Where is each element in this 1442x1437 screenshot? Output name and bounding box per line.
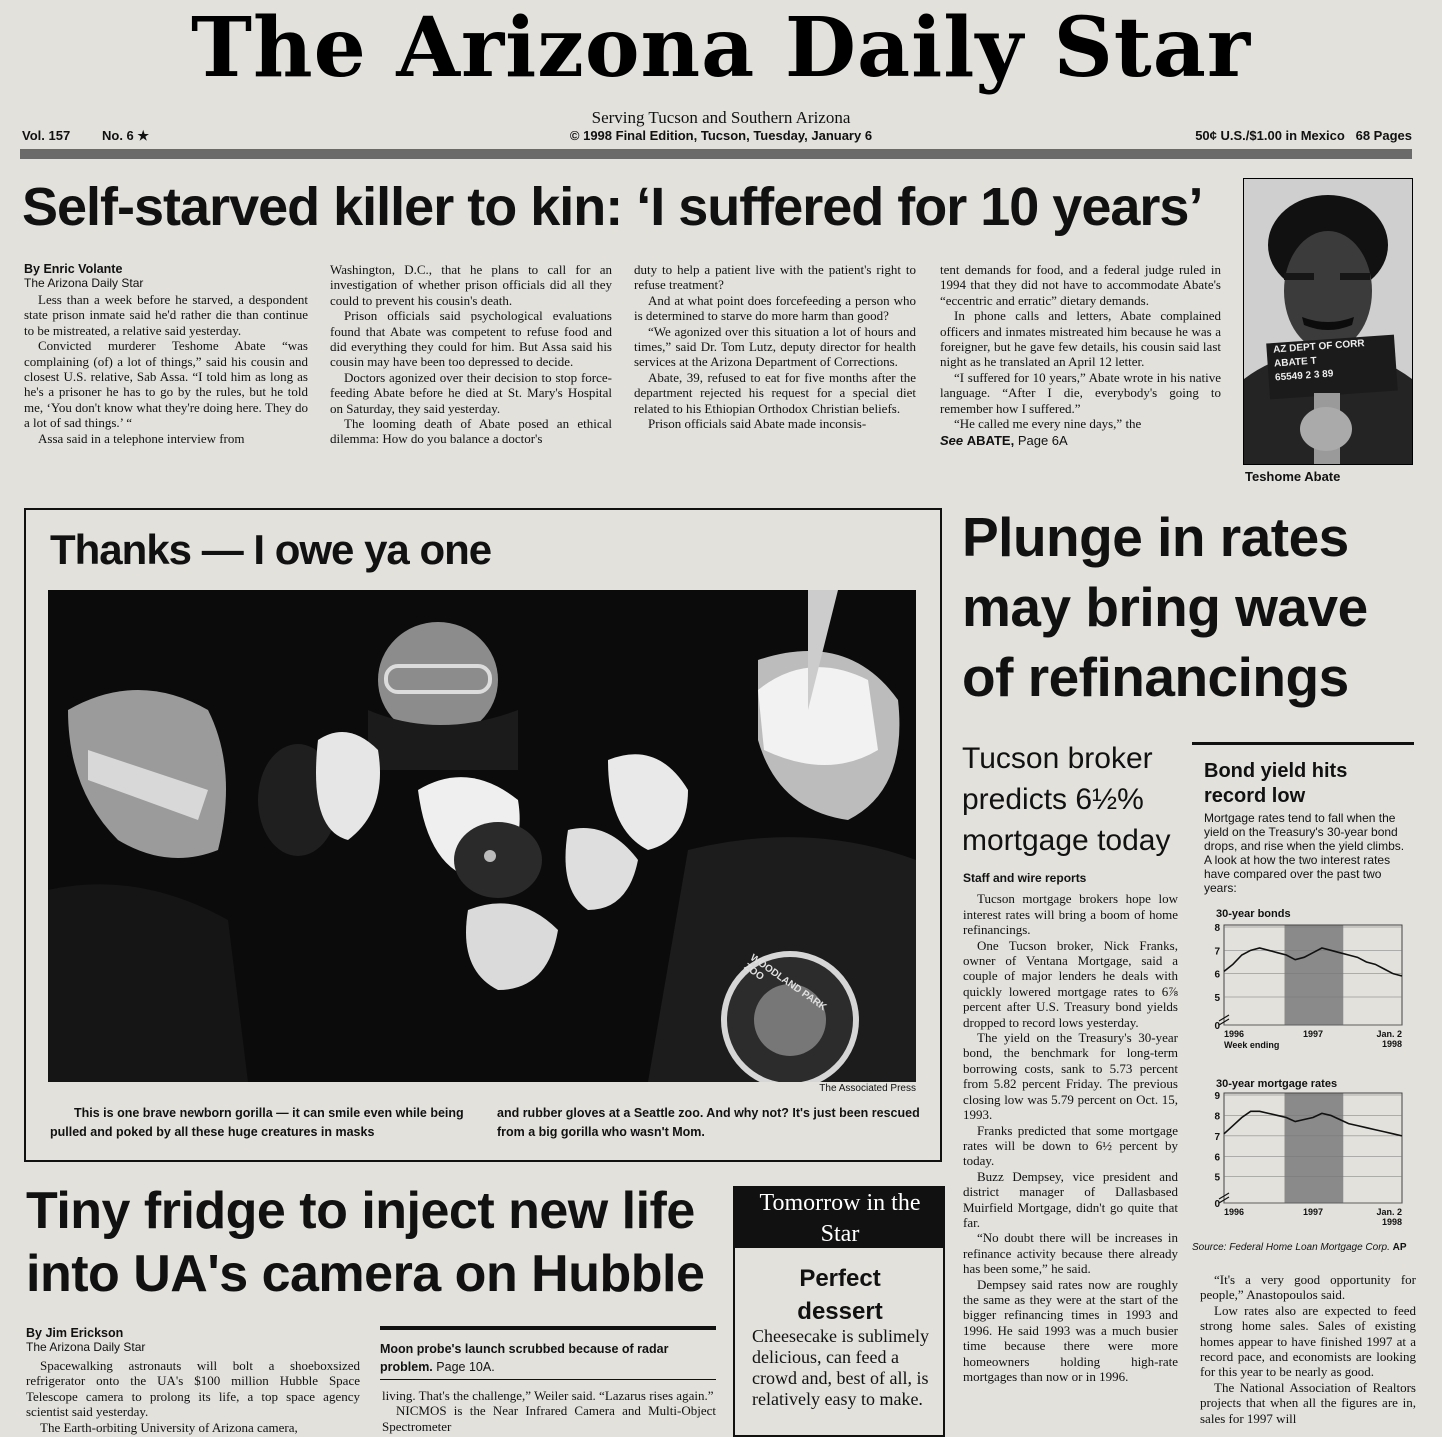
placard-line: AZ DEPT OF CORR bbox=[1272, 338, 1365, 356]
rates-paragraph: Dempsey said rates now are roughly the same as they were at the start of the bigger refinancing times in 1993 and 1996. He said 1993 was a much busier time because there were more homeowners holding high-rate mortgages than now or in 1996. bbox=[963, 1276, 1178, 1384]
lead-paragraph: tent demands for food, and a federal judge ruled in 1994 that they did not have to accommodate Abate's “eccentric and erratic” dietary demands. bbox=[940, 262, 1221, 308]
hubble-column-1 bbox=[26, 1326, 360, 1435]
chart-y-tick-label: 7 bbox=[1214, 946, 1220, 958]
chart-x-label: Week ending bbox=[1224, 1040, 1280, 1050]
chart-description: Mortgage rates tend to fall when the yield on the Treasury's 30-year bond drops, and rise when the yield climbs. A look at how the two interest rates have compared over the past two years: bbox=[1204, 811, 1405, 895]
masthead-price: 50¢ U.S./$1.00 in Mexico 68 Pages bbox=[1195, 128, 1412, 143]
jump-see: See bbox=[940, 433, 964, 449]
hubble-byline-org: The Arizona Daily Star bbox=[26, 1340, 146, 1354]
lead-paragraph: Doctors agonized over their decision to stop force-feeding Abate before he died at St. Mary's Hospital on Saturday, they said yesterday. bbox=[330, 369, 612, 416]
jump-page: Page 6A bbox=[1017, 433, 1068, 449]
zoo-patch-text: WOODLAND PARK ZOO bbox=[741, 952, 829, 1014]
chart-x-tick-label: 1997 bbox=[1302, 1029, 1324, 1039]
lead-paragraph: Washington, D.C., that he plans to call for an investigation of whether prison officials did all they could to prevent his cousin's death. bbox=[330, 262, 612, 308]
chart-x-tick-label: Jan. 2 1998 bbox=[1376, 1029, 1402, 1049]
tomorrow-header-text: Tomorrow in the Star bbox=[759, 1190, 921, 1247]
chart-title: Bond yield hits record low bbox=[1204, 760, 1348, 807]
rates-paragraph: Franks predicted that some mortgage rates will be down to 6½ percent by today. bbox=[963, 1122, 1178, 1169]
chart-y-tick-label: 8 bbox=[1214, 923, 1220, 934]
rates-paragraph: The yield on the Treasury's 30-year bond, the benchmark for long-term borrowing costs, sank to 5.73 percent from 5.82 percent Friday. The previous closing low was 5.79 percent on Oct. 15, 1993. bbox=[963, 1030, 1178, 1123]
chart-y-tick-label: 6 bbox=[1214, 969, 1220, 981]
lead-column-3 bbox=[634, 262, 916, 431]
masthead-tagline: Serving Tucson and Southern Arizona bbox=[591, 108, 851, 127]
chart-source: Source: Federal Home Loan Mortgage Corp. bbox=[1192, 1242, 1390, 1253]
hubble-paragraph: Spacewalking astronauts will bolt a shoeboxsized refrigerator onto the UA's $100 million Hubble Space Telescope camera to prolong its life, a top space agency scientist said yesterday. bbox=[26, 1358, 360, 1420]
lead-paragraph: “He called me every nine days,” the bbox=[954, 416, 1142, 432]
lead-paragraph: Less than a week before he starved, a despondent state prison inmate said he'd rather die than continue to be mistreated, a relative said yesterday. bbox=[24, 292, 308, 338]
lead-paragraph: “We agonized over this situation a lot of hours and times,” said Dr. Tom Lutz, deputy director for health services at the Arizona Department of Corrections. bbox=[634, 323, 916, 370]
chart-panel-title: 30-year bonds bbox=[1216, 908, 1291, 920]
tomorrow-header bbox=[735, 1186, 945, 1248]
mugshot-photo bbox=[1243, 178, 1413, 465]
rates-subhead: Tucson broker predicts 6½% mortgage today bbox=[962, 742, 1171, 857]
rates-column-right bbox=[1200, 1272, 1416, 1426]
chart-x-tick-label: 1997 bbox=[1302, 1207, 1324, 1217]
rates-paragraph: Low rates also are expected to feed strong home sales. Sales of existing homes appear to have finished 1997 at a record pace, and economists are looking for this year to be nearly as good. bbox=[1200, 1302, 1416, 1380]
lead-paragraph: Assa said in a telephone interview from bbox=[38, 430, 245, 446]
rates-paragraph: The National Association of Realtors projects that when all the figures are in, sales for 1997 will bbox=[1200, 1379, 1416, 1426]
masthead-edition: © 1998 Final Edition, Tucson, Tuesday, January 6 bbox=[569, 128, 873, 143]
hubble-byline: By Jim Erickson bbox=[26, 1326, 124, 1340]
masthead-rule bbox=[20, 149, 1412, 159]
rates-byline: Staff and wire reports bbox=[963, 871, 1087, 885]
chart-y-tick-label: 7 bbox=[1214, 1131, 1220, 1143]
lead-byline-org: The Arizona Daily Star bbox=[24, 276, 144, 290]
lead-paragraph: “I suffered for 10 years,” Abate wrote in his native language. “After I die, everybody's going to remember how I suffered.” bbox=[940, 369, 1221, 416]
chart-x-tick-label: Jan. 2 1998 bbox=[1376, 1207, 1402, 1227]
mugshot-caption: Teshome Abate bbox=[1245, 469, 1341, 484]
chart-panel-title: 30-year mortgage rates bbox=[1216, 1078, 1338, 1090]
rates-paragraph: “It's a very good opportunity for people,” Anastopoulos said. bbox=[1200, 1272, 1416, 1303]
bond-yield-chart bbox=[1192, 742, 1414, 1257]
mugshot-illustration bbox=[1244, 179, 1412, 464]
lead-paragraph: Abate, 39, refused to eat for five months after the department rejected his request for a special diet related to his Ethiopian Orthodox Christian beliefs. bbox=[634, 369, 916, 416]
rates-paragraph: Tucson mortgage brokers hope low interest rates will bring a boom of home refinancings. bbox=[963, 891, 1178, 938]
hubble-paragraph: NICMOS is the Near Infrared Camera and Multi-Object Spectrometer bbox=[382, 1403, 716, 1434]
photo-credit: The Associated Press bbox=[819, 1083, 916, 1094]
chart-x-tick-label: 1996 bbox=[1224, 1207, 1245, 1217]
lead-column-2 bbox=[330, 262, 612, 447]
chart-shaded-period bbox=[1285, 925, 1344, 1025]
lead-paragraph: The looming death of Abate posed an ethical dilemma: How do you balance a doctor's bbox=[330, 416, 612, 447]
lead-paragraph: Convicted murderer Teshome Abate “was complaining (of) a lot of things,” said his cousin and closest U.S. relative, Sab Assa. “I told him as long as he's a prisoner he has to go by the rules, but he told me, ‘You don't know what they're doing here. They do a lot of sad things.’ “ bbox=[24, 338, 308, 431]
rates-headline: Plunge in rates may bring wave of refinancings bbox=[962, 506, 1368, 708]
rates-paragraph: Buzz Dempsey, vice president and district manager of Dallasbased Muirfield Mortgage, didn't go quite that far. bbox=[963, 1168, 1178, 1230]
chart-y-tick-label: 9 bbox=[1214, 1091, 1220, 1102]
moon-probe-page: Page 10A. bbox=[436, 1360, 495, 1374]
lead-jump[interactable] bbox=[940, 433, 1221, 448]
jump-name: ABATE, bbox=[966, 433, 1015, 449]
tomorrow-body: Cheesecake is sublimely delicious, can feed a crowd and, best of all, is relatively easy to make. bbox=[752, 1326, 929, 1409]
lead-paragraph: Prison officials said psychological evaluations found that Abate was competent to refuse food and did everything they could for him. But Assa said his cousin may have been too depressed to decide. bbox=[330, 308, 612, 370]
placard-line: ABATE T bbox=[1273, 355, 1317, 370]
lead-byline: By Enric Volante bbox=[24, 262, 123, 276]
placard-line: 65549 2 3 89 bbox=[1274, 368, 1334, 384]
lead-paragraph: duty to help a patient live with the patient's right to refuse treatment? bbox=[634, 262, 916, 293]
masthead-volume: Vol. 157 bbox=[22, 128, 71, 143]
hubble-paragraph: The Earth-orbiting University of Arizona camera, bbox=[40, 1419, 298, 1435]
rates-paragraph: “No doubt there will be increases in refinance activity because there already has been some,” he said. bbox=[963, 1230, 1178, 1277]
moon-probe-teaser[interactable] bbox=[380, 1326, 716, 1380]
hubble-paragraph: living. That's the challenge,” Weiler said. “Lazarus rises again.” bbox=[382, 1388, 714, 1403]
photo-headline: Thanks — I owe ya one bbox=[50, 526, 492, 573]
lead-column-1 bbox=[24, 262, 308, 446]
gorilla-photo bbox=[48, 590, 916, 1082]
gorilla-photo-illustration bbox=[48, 590, 916, 1082]
chart-y-tick-label: 5 bbox=[1214, 1172, 1220, 1184]
photo-caption-right: and rubber gloves at a Seattle zoo. And why not? It's just been rescued from a big gorilla who wasn't Mom. bbox=[497, 1106, 920, 1139]
masthead-title: The Arizona Daily Star bbox=[190, 0, 1252, 96]
lead-paragraph: And at what point does forcefeeding a person who is determined to starve do more harm than good? bbox=[634, 292, 916, 324]
rates-column bbox=[963, 871, 1178, 1384]
chart-source-line bbox=[1192, 1242, 1412, 1253]
chart-y-tick-label: 6 bbox=[1214, 1152, 1220, 1164]
lead-paragraph: Prison officials said Abate made inconsis- bbox=[648, 416, 867, 432]
masthead-number: No. 6 ★ bbox=[102, 128, 150, 143]
chart-agency: AP bbox=[1392, 1242, 1407, 1253]
moon-probe-text: Moon probe's launch scrubbed because of radar problem. bbox=[380, 1342, 669, 1374]
chart-canvas bbox=[1192, 903, 1414, 1233]
chart-y-tick-label: 5 bbox=[1214, 993, 1220, 1004]
chart-y-tick-label: 8 bbox=[1214, 1111, 1220, 1123]
chart-y-tick-label: 0 bbox=[1214, 1021, 1220, 1032]
hubble-headline: Tiny fridge to inject new life into UA's camera on Hubble bbox=[26, 1182, 705, 1303]
lead-headline: Self-starved killer to kin: ‘I suffered for 10 years’ bbox=[22, 177, 1203, 237]
chart-shaded-period bbox=[1285, 1093, 1344, 1203]
hubble-column-2 bbox=[382, 1388, 716, 1434]
rates-paragraph: One Tucson broker, Nick Franks, owner of Ventana Mortgage, said a couple of major lenders he deals with quickly lowered mortgage rates to 6⅞ percent after U.S. Treasury bond yields dropped to record lows yesterday. bbox=[963, 937, 1178, 1030]
tomorrow-title: Perfect dessert bbox=[797, 1265, 883, 1325]
lead-column-4 bbox=[940, 262, 1221, 449]
chart-y-tick-label: 0 bbox=[1214, 1199, 1220, 1210]
chart-x-tick-label: 1996 bbox=[1224, 1029, 1245, 1039]
photo-caption-left: This is one brave newborn gorilla — it can smile even while being pulled and poked by all these huge creatures in masks bbox=[50, 1106, 464, 1139]
lead-paragraph: In phone calls and letters, Abate complained officers and inmates mistreated him because he was a foreigner, but he gave few details, his cousin said last night as he translated an April 12 letter. bbox=[940, 308, 1221, 370]
